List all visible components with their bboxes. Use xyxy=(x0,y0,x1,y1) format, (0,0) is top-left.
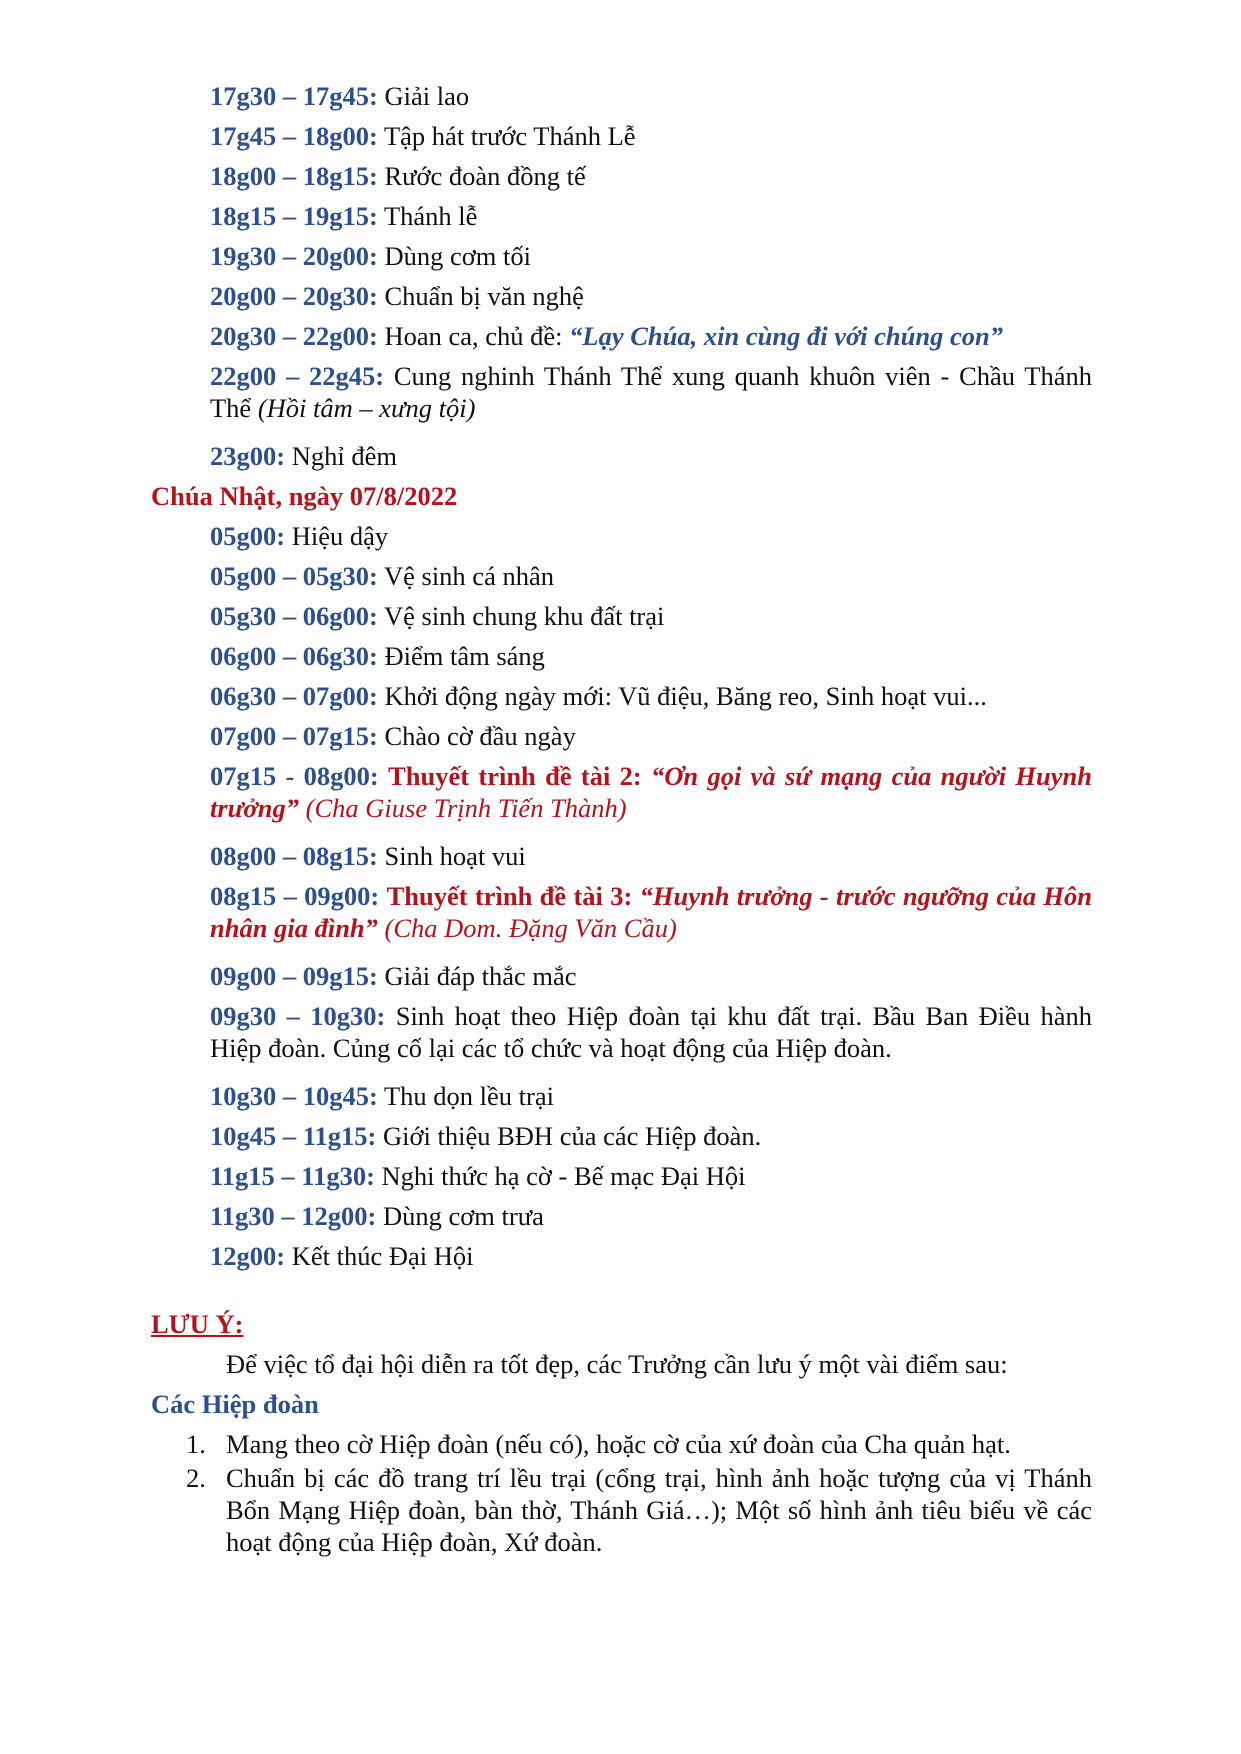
note-intro: Để việc tổ đại hội diễn ra tốt đẹp, các Trưởng cần lưu ý một vài điểm sau: xyxy=(226,1349,1008,1379)
time-range: 07g15 - 08g00: xyxy=(210,761,379,791)
time-range: 06g30 – 07g00: xyxy=(210,681,378,711)
talk-speaker: (Cha Giuse Trịnh Tiến Thành) xyxy=(305,793,627,823)
talk-title: “Ơn gọi và sứ mạng của người Huynh trưởng” xyxy=(210,761,1093,823)
activity: Điểm tâm sáng xyxy=(384,641,545,671)
activity: Chào cờ đầu ngày xyxy=(384,721,576,751)
list-number: 2. xyxy=(186,1463,206,1493)
time-range: 07g00 – 07g15: xyxy=(210,721,378,751)
time-range: 05g30 – 06g00: xyxy=(210,601,378,631)
schedule-line xyxy=(210,640,1092,672)
activity: Thu dọn lều trại xyxy=(383,1081,554,1111)
talk-label: Thuyết trình đề tài 3: xyxy=(386,881,633,911)
time-range: 09g30 – 10g30: xyxy=(210,1001,386,1031)
schedule-line xyxy=(210,560,1092,592)
time-range: 06g00 – 06g30: xyxy=(210,641,378,671)
schedule-line xyxy=(210,280,1092,312)
time-range: 08g15 – 09g00: xyxy=(210,881,380,911)
time-range: 17g45 – 18g00: xyxy=(210,121,378,151)
activity: Nghi thức hạ cờ - Bế mạc Đại Hội xyxy=(381,1161,746,1191)
activity: Dùng cơm trưa xyxy=(383,1201,544,1231)
activity: Vệ sinh chung khu đất trại xyxy=(383,601,665,631)
activity: Thánh lễ xyxy=(383,201,478,231)
schedule-line xyxy=(210,720,1092,752)
time-range: 19g30 – 20g00: xyxy=(210,241,378,271)
section-subheading: Các Hiệp đoàn xyxy=(151,1389,319,1419)
activity: Giải lao xyxy=(384,81,470,111)
hoan-ca-theme: “Lạy Chúa, xin cùng đi với chúng con” xyxy=(569,321,1004,351)
activity: Vệ sinh cá nhân xyxy=(383,561,554,591)
time-range: 17g30 – 17g45: xyxy=(210,81,378,111)
schedule-line xyxy=(210,520,1092,552)
activity: Khởi động ngày mới: Vũ điệu, Băng reo, Sinh hoạt vui... xyxy=(384,681,987,711)
time-range: 20g00 – 20g30: xyxy=(210,281,378,311)
time-range: 20g30 – 22g00: xyxy=(210,321,378,351)
talk-title: “Huynh trưởng - trước ngưỡng của Hôn nhân gia đình” xyxy=(210,881,1092,943)
time-range: 09g00 – 09g15: xyxy=(210,961,378,991)
time-range: 10g30 – 10g45: xyxy=(210,1081,378,1111)
activity: Rước đoàn đồng tế xyxy=(384,161,586,191)
activity-note: (Hồi tâm – xưng tội) xyxy=(257,393,476,423)
schedule-line-cung-nghinh xyxy=(210,360,1092,424)
activity: Cung nghinh Thánh Thể xung quanh khuôn viên - Chầu Thánh Thể xyxy=(210,361,1093,423)
schedule-line xyxy=(210,160,1092,192)
list-text: Mang theo cờ Hiệp đoàn (nếu có), hoặc cờ của xứ đoàn của Cha quản hạt. xyxy=(226,1429,1011,1459)
activity: Hiệu dậy xyxy=(291,521,389,551)
time-range: 23g00: xyxy=(210,441,286,471)
time-range: 08g00 – 08g15: xyxy=(210,841,378,871)
list-text: Chuẩn bị các đồ trang trí lều trại (cổng trại, hình ảnh hoặc tượng của vị Thánh Bổn Mạng Hiệp đoàn, bàn thờ, Thánh Giá…); Một số hình ảnh tiêu biểu về các hoạt động của Hiệp đoàn, Xứ đoàn. xyxy=(226,1463,1092,1557)
schedule-line xyxy=(210,120,1092,152)
schedule-line xyxy=(210,1200,1092,1232)
schedule-line xyxy=(210,80,1092,112)
activity: Giới thiệu BĐH của các Hiệp đoàn. xyxy=(383,1121,762,1151)
schedule-line-hoan-ca xyxy=(210,320,1092,352)
talk-speaker: (Cha Dom. Đặng Văn Cầu) xyxy=(384,913,677,943)
time-range: 11g15 – 11g30: xyxy=(210,1161,375,1191)
activity: Kết thúc Đại Hội xyxy=(291,1241,474,1271)
activity: Hoan ca, chủ đề: xyxy=(384,321,563,351)
list-item xyxy=(186,1462,1092,1558)
schedule-line xyxy=(210,1240,1092,1272)
schedule-line xyxy=(210,1120,1092,1152)
schedule-line xyxy=(210,680,1092,712)
time-range: 05g00: xyxy=(210,521,286,551)
schedule-line xyxy=(210,960,1092,992)
activity: Dùng cơm tối xyxy=(384,241,531,271)
time-range: 18g00 – 18g15: xyxy=(210,161,378,191)
list-number: 1. xyxy=(186,1429,206,1459)
schedule-line xyxy=(210,1160,1092,1192)
schedule-line-talk-3 xyxy=(210,880,1092,944)
activity: Sinh hoạt theo Hiệp đoàn tại khu đất trại. Bầu Ban Điều hành Hiệp đoàn. Củng cố lại các tổ chức và hoạt động của Hiệp đoàn. xyxy=(210,1001,1092,1063)
schedule-line xyxy=(210,1080,1092,1112)
schedule-line xyxy=(210,600,1092,632)
schedule-line xyxy=(210,840,1092,872)
list-item xyxy=(186,1428,1092,1460)
activity: Chuẩn bị văn nghệ xyxy=(384,281,584,311)
time-range: 22g00 – 22g45: xyxy=(210,361,385,391)
day-heading: Chúa Nhật, ngày 07/8/2022 xyxy=(151,481,458,511)
schedule-line xyxy=(210,440,1092,472)
activity: Giải đáp thắc mắc xyxy=(384,961,577,991)
activity: Tập hát trước Thánh Lễ xyxy=(383,121,636,151)
activity: Sinh hoạt vui xyxy=(384,841,526,871)
schedule-line-talk-2 xyxy=(210,760,1092,824)
schedule-line xyxy=(210,240,1092,272)
time-range: 18g15 – 19g15: xyxy=(210,201,378,231)
schedule-line-hiep-doan xyxy=(210,1000,1092,1064)
activity: Nghỉ đêm xyxy=(291,441,397,471)
time-range: 11g30 – 12g00: xyxy=(210,1201,377,1231)
time-range: 10g45 – 11g15: xyxy=(210,1121,377,1151)
note-heading: LƯU Ý: xyxy=(151,1309,244,1339)
talk-label: Thuyết trình đề tài 2: xyxy=(388,761,642,791)
time-range: 05g00 – 05g30: xyxy=(210,561,378,591)
time-range: 12g00: xyxy=(210,1241,286,1271)
schedule-line xyxy=(210,200,1092,232)
